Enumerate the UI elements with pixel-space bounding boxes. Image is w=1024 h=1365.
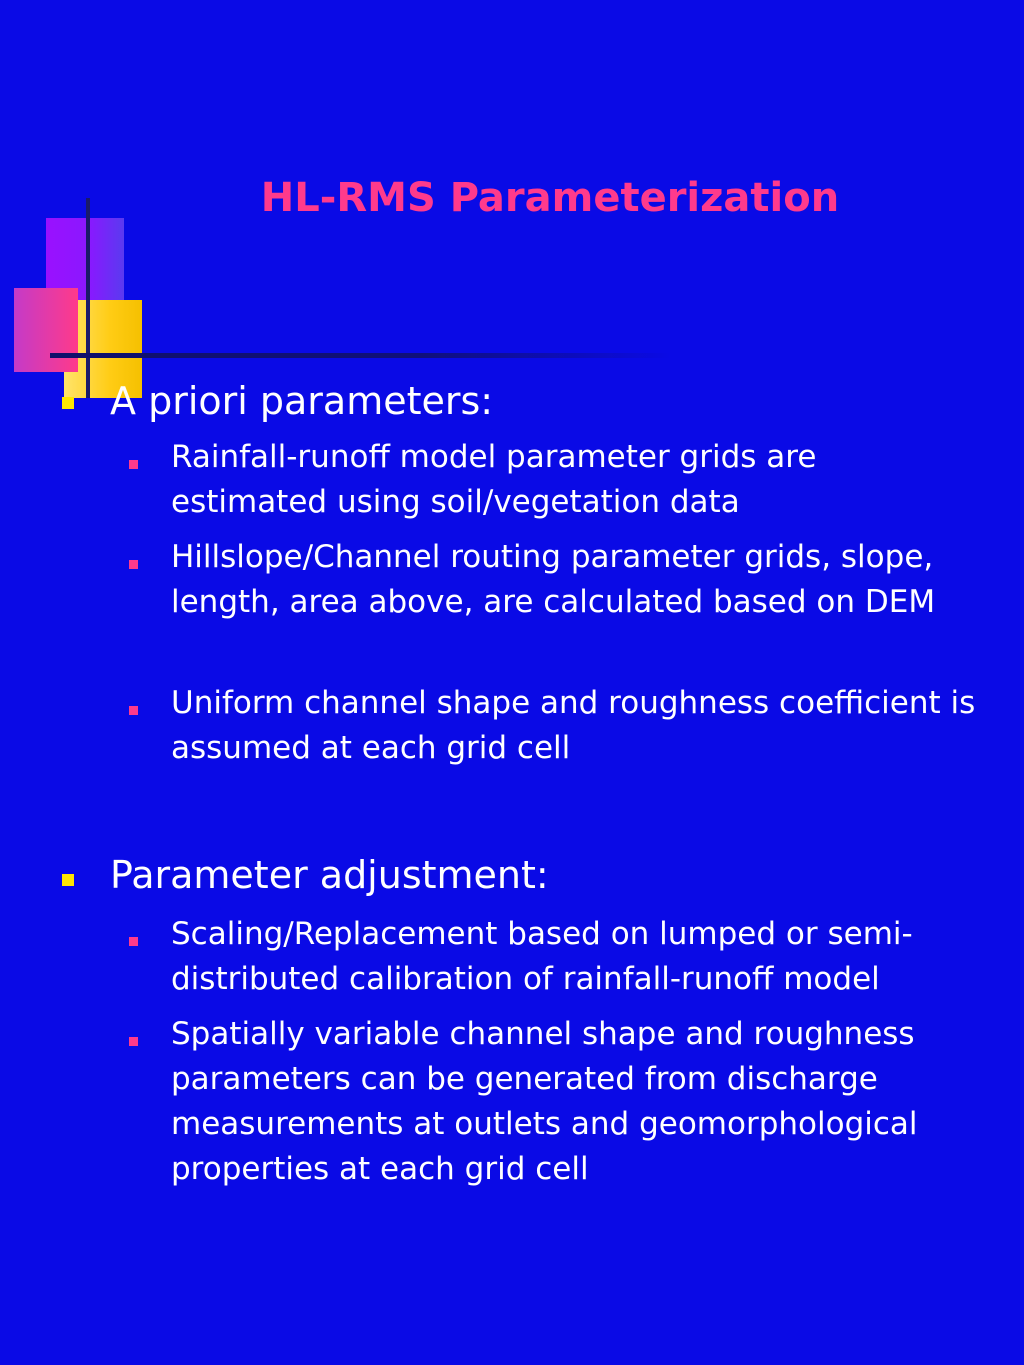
sub-bullet-square-icon [129, 560, 138, 569]
bullet-square-icon [62, 874, 74, 886]
sub-bullet-square-icon [129, 937, 138, 946]
sub-bullet-square-icon [129, 1037, 138, 1046]
list-item: Spatially variable channel shape and roughness parameters can be generated from discharge measurements at outlets and geomorphological properties at each grid cell [171, 1016, 918, 1187]
list-item: Hillslope/Channel routing parameter grids, slope, length, area above, are calculated based on DEM [171, 539, 936, 620]
sub-bullet-square-icon [129, 460, 138, 469]
bullet-square-icon [62, 397, 74, 409]
list-item: Uniform channel shape and roughness coefficient is assumed at each grid cell [171, 685, 976, 766]
decor-pink-square [14, 288, 78, 372]
section-heading: A priori parameters: [110, 379, 494, 423]
section-heading: Parameter adjustment: [110, 853, 549, 897]
decor-horizontal-line [50, 353, 670, 358]
list-item: Rainfall-runoff model parameter grids are estimated using soil/vegetation data [171, 439, 817, 520]
slide-title: HL-RMS Parameterization [260, 175, 840, 221]
sub-bullet-square-icon [129, 706, 138, 715]
list-item: Scaling/Replacement based on lumped or semi-distributed calibration of rainfall-runoff model [171, 916, 913, 997]
decor-vertical-line [86, 198, 90, 398]
